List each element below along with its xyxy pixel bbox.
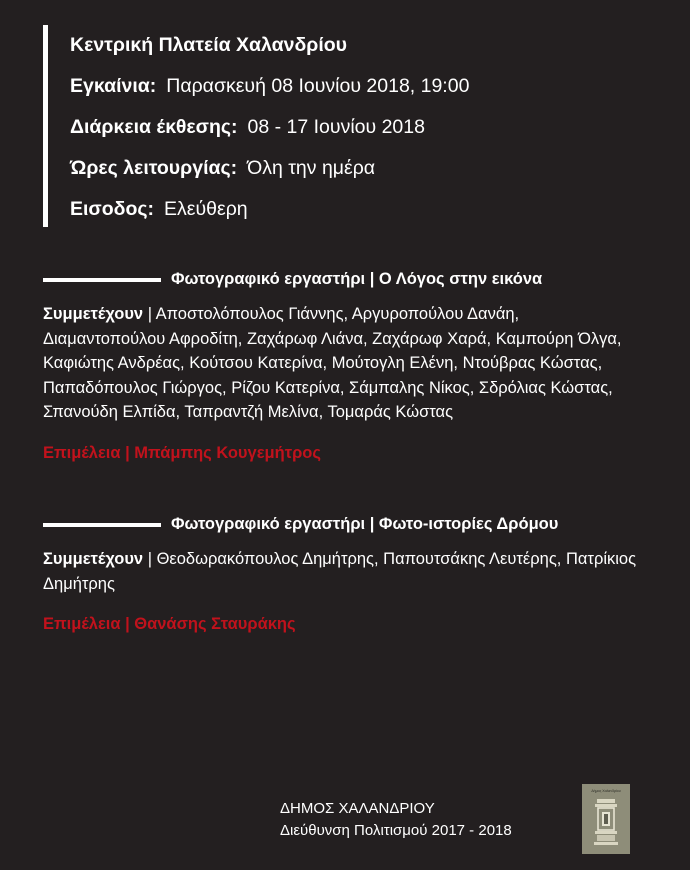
section-title: Φωτογραφικό εργαστήρι | Φωτο-ιστορίες Δρόμου	[171, 515, 559, 533]
participants-text	[43, 547, 643, 596]
event-info-block	[43, 25, 663, 227]
department-name: Διεύθυνση Πολιτισμού 2017 - 2018	[280, 822, 512, 839]
municipal-crest-icon	[591, 795, 621, 847]
hours-value: Όλη την ημέρα	[247, 157, 376, 179]
curation-credit: Επιμέλεια | Μπάμπης Κουγεμήτρος	[43, 443, 321, 462]
opening-value: Παρασκευή 08 Ιουνίου 2018, 19:00	[166, 75, 470, 97]
hours-label: Ώρες λειτουργίας:	[70, 157, 238, 179]
municipal-crest-logo	[582, 784, 630, 854]
section-heading	[43, 513, 653, 535]
participants-label: Συμμετέχουν	[43, 305, 144, 323]
participants-list: | Αποστολόπουλος Γιάννης, Αργυροπούλου Δανάη, Διαμαντοπούλου Αφροδίτη, Ζαχάρωφ Λιάνα, Ζαχάρωφ Χαρά, Καμπούρη Όλγα, Καφιώτης Ανδρέας, Κούτσου Κατερίνα, Μούτογλη Ελένη, Ντούβρας Κώστας, Παπαδόπουλος Γιώργος, Ρίζου Κατερίνα, Σάμπαλης Νίκος, Σδρόλιας Κώστας, Σπανούδη Ελπίδα, Ταπραντζή Μελίνα, Τομαράς Κώστας	[43, 305, 622, 421]
workshop-section-2	[43, 513, 653, 634]
participants-text	[43, 302, 643, 425]
entry-value: Ελεύθερη	[164, 198, 248, 220]
venue: Κεντρική Πλατεία Χαλανδρίου	[70, 34, 348, 56]
section-title: Φωτογραφικό εργαστήρι | Ο Λόγος στην εικόνα	[171, 270, 543, 288]
duration-row	[70, 107, 663, 148]
divider-rule	[43, 523, 161, 527]
opening-label: Εγκαίνια:	[70, 75, 157, 97]
entry-label: Εισοδος:	[70, 198, 155, 220]
duration-label: Διάρκεια έκθεσης:	[70, 116, 238, 138]
section-heading	[43, 268, 653, 290]
crest-caption: Δήμος Χαλανδρίου	[591, 789, 621, 793]
municipality-name: ΔΗΜΟΣ ΧΑΛΑΝΔΡΙΟΥ	[280, 800, 435, 817]
participants-label: Συμμετέχουν	[43, 550, 144, 568]
entry-row	[70, 189, 663, 230]
opening-row	[70, 66, 663, 107]
hours-row	[70, 148, 663, 189]
participants-list: | Θεοδωρακόπουλος Δημήτρης, Παπουτσάκης Λευτέρης, Πατρίκιος Δημήτρης	[43, 550, 637, 593]
divider-rule	[43, 278, 161, 282]
curation-credit: Επιμέλεια | Θανάσης Σταυράκης	[43, 615, 296, 633]
duration-value: 08 - 17 Ιουνίου 2018	[247, 116, 425, 138]
footer	[280, 798, 512, 842]
workshop-section-1	[43, 268, 653, 463]
